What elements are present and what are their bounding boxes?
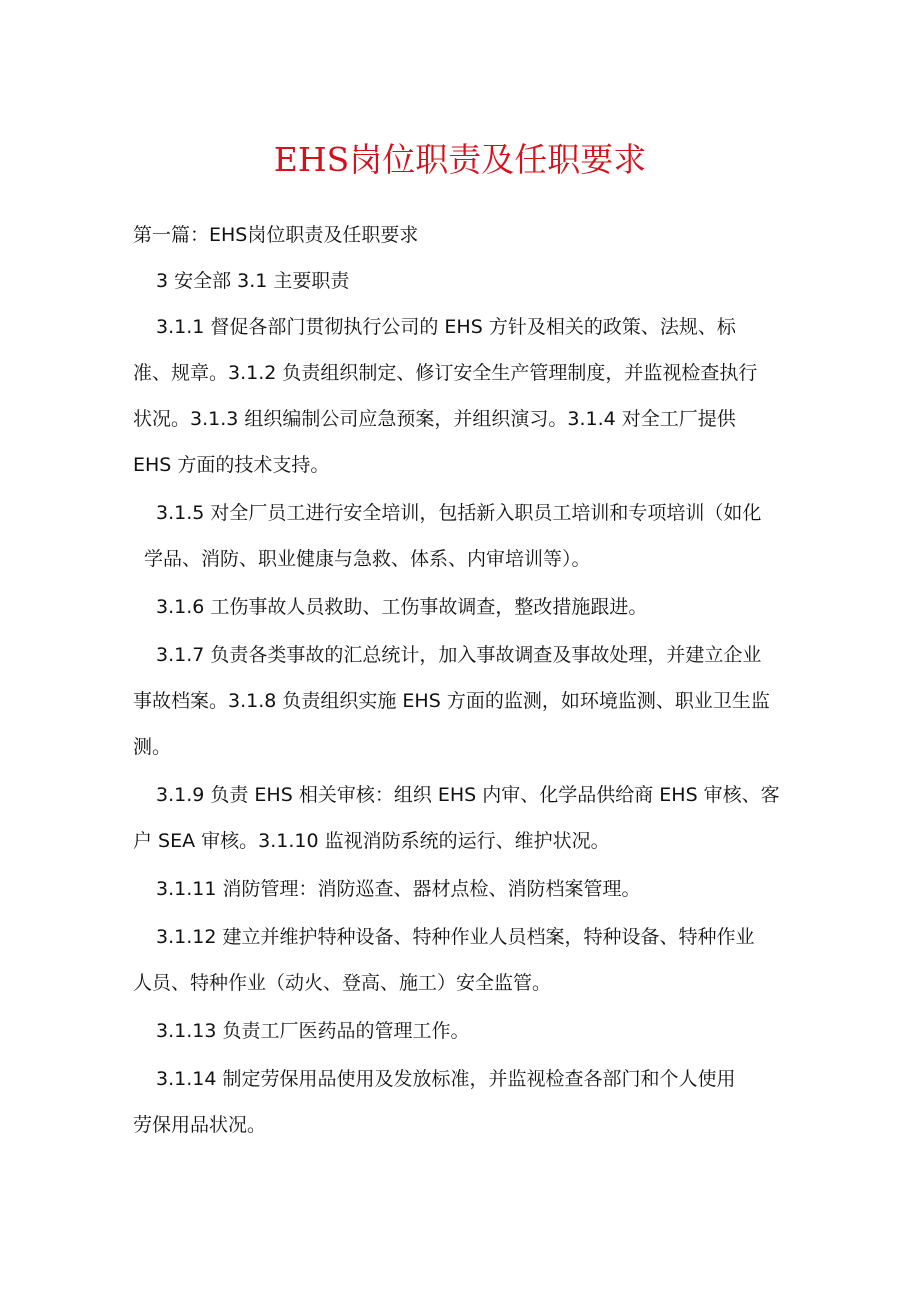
paragraph-line: 人员、特种作业（动火、登高、施工）安全监管。	[133, 972, 552, 994]
paragraph-line: EHS 方面的技术支持。	[133, 454, 330, 476]
paragraph-line: 3.1.6 工伤事故人员救助、工伤事故调查，整改措施跟进。	[156, 596, 648, 618]
duty-paragraph-3-1-14	[133, 1056, 793, 1148]
duty-paragraph-3-1-13	[133, 1008, 793, 1054]
paragraph-line: 3.1.13 负责工厂医药品的管理工作。	[156, 1020, 470, 1042]
paragraph-line: 测。	[133, 736, 172, 758]
document-body	[133, 212, 793, 1148]
duty-paragraph-3-1-7	[133, 632, 793, 770]
paragraph-line: 3.1.5 对全厂员工进行安全培训，包括新入职员工培训和专项培训（如化	[156, 502, 762, 524]
paragraph-line: 事故档案。3.1.8 负责组织实施 EHS 方面的监测，如环境监测、职业卫生监	[133, 690, 770, 712]
document-title: EHS岗位职责及任职要求	[273, 140, 647, 179]
paragraph-line: 状况。3.1.3 组织编制公司应急预案，并组织演习。3.1.4 对全工厂提供	[133, 408, 736, 430]
paragraph-line: 3.1.11 消防管理：消防巡查、器材点检、消防档案管理。	[156, 878, 641, 900]
paragraph-line: 准、规章。3.1.2 负责组织制定、修订安全生产管理制度，并监视检查执行	[133, 362, 758, 384]
paragraph-line: 3.1.14 制定劳保用品使用及发放标准，并监视检查各部门和个人使用	[156, 1068, 736, 1090]
duty-paragraph-3-1-5	[133, 490, 793, 582]
paragraph-line: 劳保用品状况。	[133, 1114, 267, 1136]
paragraph-line: 3.1.1 督促各部门贯彻执行公司的 EHS 方针及相关的政策、法规、标	[156, 316, 736, 338]
duty-paragraph-3-1-6	[133, 584, 793, 630]
section-heading: 3 安全部 3.1 主要职责	[156, 270, 350, 292]
duty-paragraph-3-1-12	[133, 914, 793, 1006]
paragraph-line: 3.1.7 负责各类事故的汇总统计，加入事故调查及事故处理，并建立企业	[156, 644, 762, 666]
paragraph-line: 3.1.12 建立并维护特种设备、特种作业人员档案，特种设备、特种作业	[156, 926, 755, 948]
paragraph-line: 户 SEA 审核。3.1.10 监视消防系统的运行、维护状况。	[133, 830, 610, 852]
duty-paragraph-3-1-1	[133, 304, 793, 488]
paragraph-line: 3.1.9 负责 EHS 相关审核：组织 EHS 内审、化学品供给商 EHS 审核、客	[156, 784, 780, 806]
duty-paragraph-3-1-11	[133, 866, 793, 912]
duty-paragraph-3-1-9	[133, 772, 793, 864]
paragraph-line: 学品、消防、职业健康与急救、体系、内审培训等）。	[144, 548, 591, 570]
document-subtitle: 第一篇：EHS岗位职责及任职要求	[133, 224, 419, 246]
